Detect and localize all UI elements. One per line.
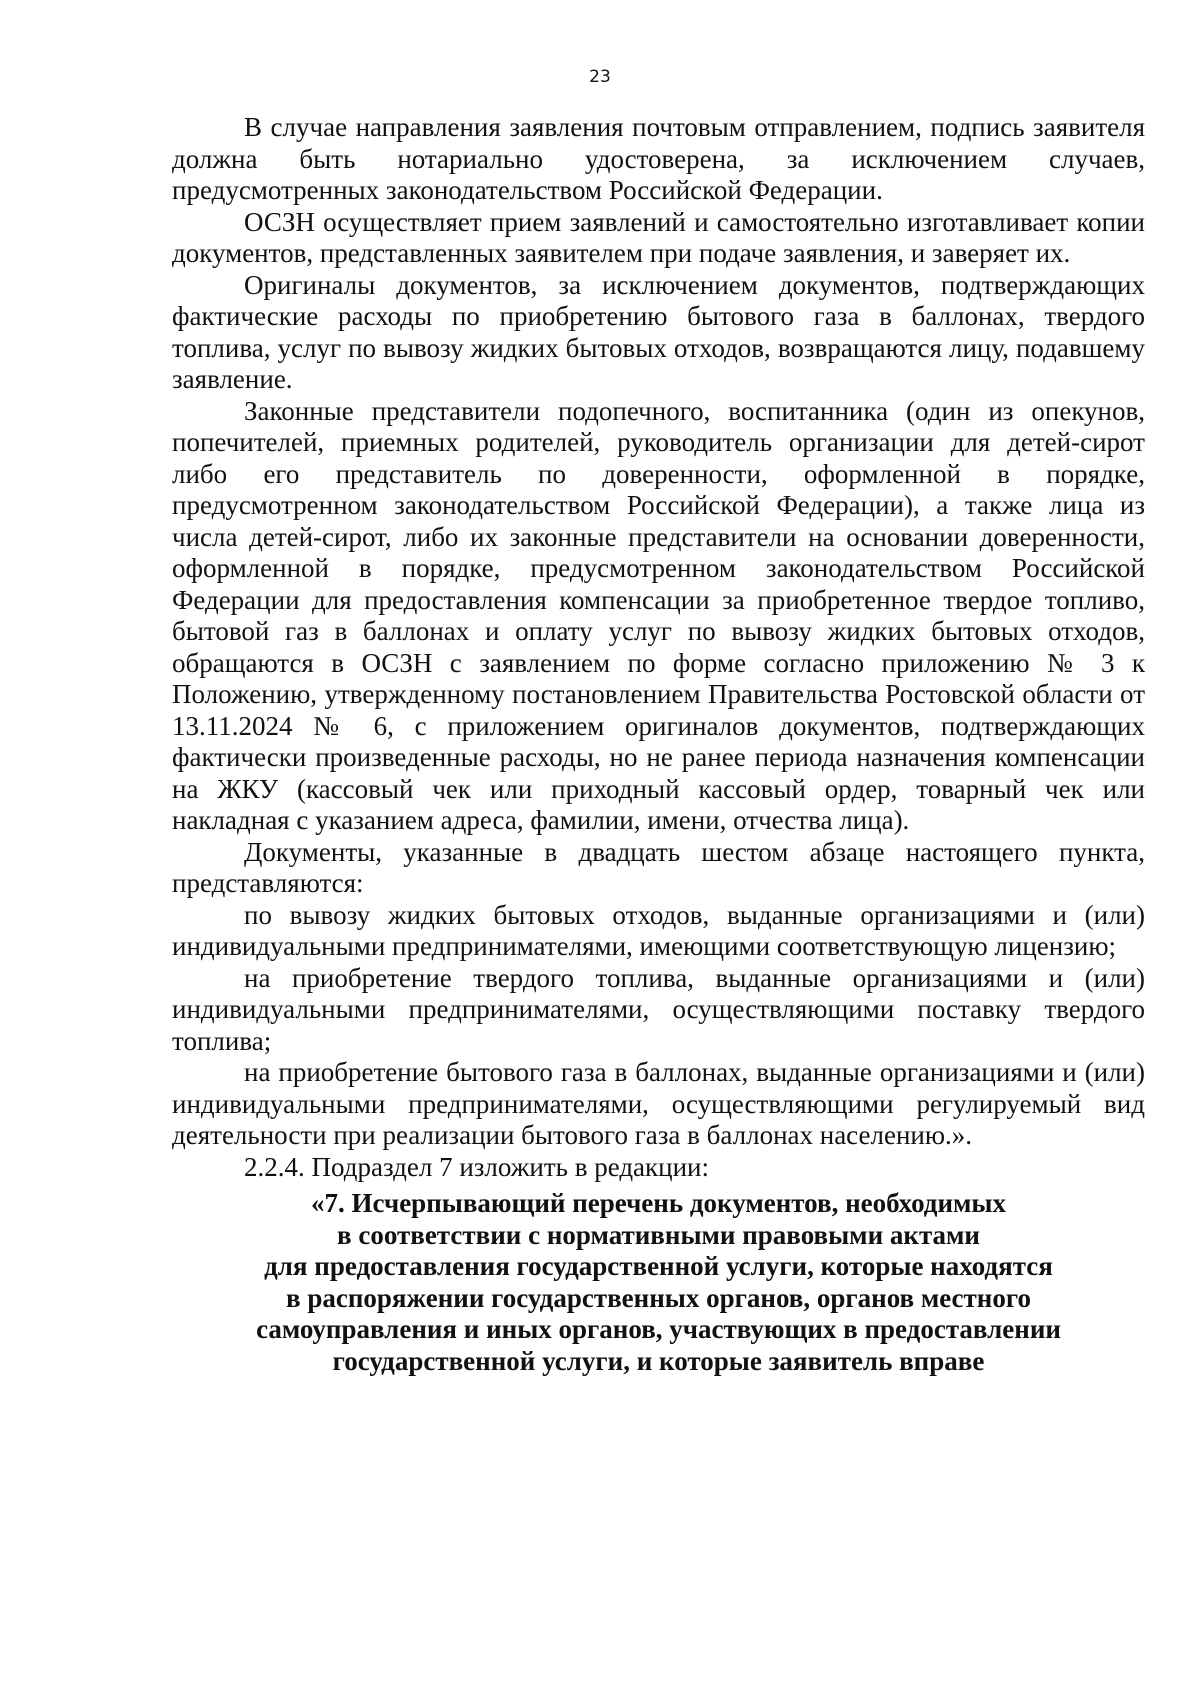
paragraph-liquid-waste: по вывозу жидких бытовых отходов, выданные организациями и (или) индивидуальными предпринимателями, имеющими соответствующую лицензию; (172, 899, 1145, 961)
paragraph-legal-representatives: Законные представители подопечного, воспитанника (один из опекунов, попечителей, приемных родителей, руководитель организации для детей-сирот либо его представитель по доверенности, оформленной в порядке, предусмотренном законодательством Российской Федерации), а также лица из числа детей-сирот, либо их законные представители на основании доверенности, оформленной в порядке, предусмотренном законодательством Российской Федерации для предоставления компенсации за приобретенное твердое топливо, бытовой газ в баллонах и оплату услуг по вывозу жидких бытовых отходов, обращаются в ОСЗН с заявлением по форме согласно приложению № 3 к Положению, утвержденному постановлением Правительства Ростовской области от 13.11.2024 № 6, с приложением оригиналов документов, подтверждающих фактически произведенные расходы, но не ранее периода назначения компенсации на ЖКУ (кассовый чек или приходный кассовый ордер, товарный чек или накладная с указанием адреса, фамилии, имени, отчества лица). (172, 395, 1145, 835)
paragraph-oszn-copies: ОСЗН осуществляет прием заявлений и самостоятельно изготавливает копии документов, представленных заявителем при подаче заявления, и заверяет их. (172, 206, 1145, 268)
section-heading (172, 1188, 1145, 1377)
heading-line: в соответствии с нормативными правовыми актами (337, 1219, 980, 1250)
heading-line: для предоставления государственной услуги, которые находятся (264, 1251, 1053, 1281)
page-number: 23 (589, 67, 611, 87)
paragraph-solid-fuel: на приобретение твердого топлива, выданные организациями и (или) индивидуальными предпринимателями, осуществляющими поставку твердого топлива; (172, 962, 1145, 1056)
paragraph-subsection-7: 2.2.4. Подраздел 7 изложить в редакции: (244, 1151, 710, 1182)
heading-line: «7. Исчерпывающий перечень документов, необходимых (311, 1188, 1006, 1218)
paragraph-postal-submission: В случае направления заявления почтовым отправлением, подпись заявителя должна быть нотариально удостоверена, за исключением случаев, предусмотренных законодательством Российской Федерации. (172, 112, 1145, 205)
paragraph-documents-submitted: Документы, указанные в двадцать шестом абзаце настоящего пункта, представляются: (172, 836, 1145, 898)
heading-line: самоуправления и иных органов, участвующих в предоставлении (256, 1314, 1061, 1344)
heading-line: в распоряжении государственных органов, органов местного (286, 1282, 1031, 1313)
paragraph-originals-returned: Оригиналы документов, за исключением документов, подтверждающих фактические расходы по приобретению бытового газа в баллонах, твердого топлива, услуг по вывозу жидких бытовых отходов, возвращаются лицу, подавшему заявление. (172, 269, 1145, 394)
paragraph-bottled-gas: на приобретение бытового газа в баллонах, выданные организациями и (или) индивидуальными предпринимателями, осуществляющими регулируемый вид деятельности при реализации бытового газа в баллонах населению.». (172, 1057, 1145, 1150)
document-body (172, 112, 1145, 1377)
heading-line: государственной услуги, и которые заявитель вправе (332, 1345, 985, 1376)
